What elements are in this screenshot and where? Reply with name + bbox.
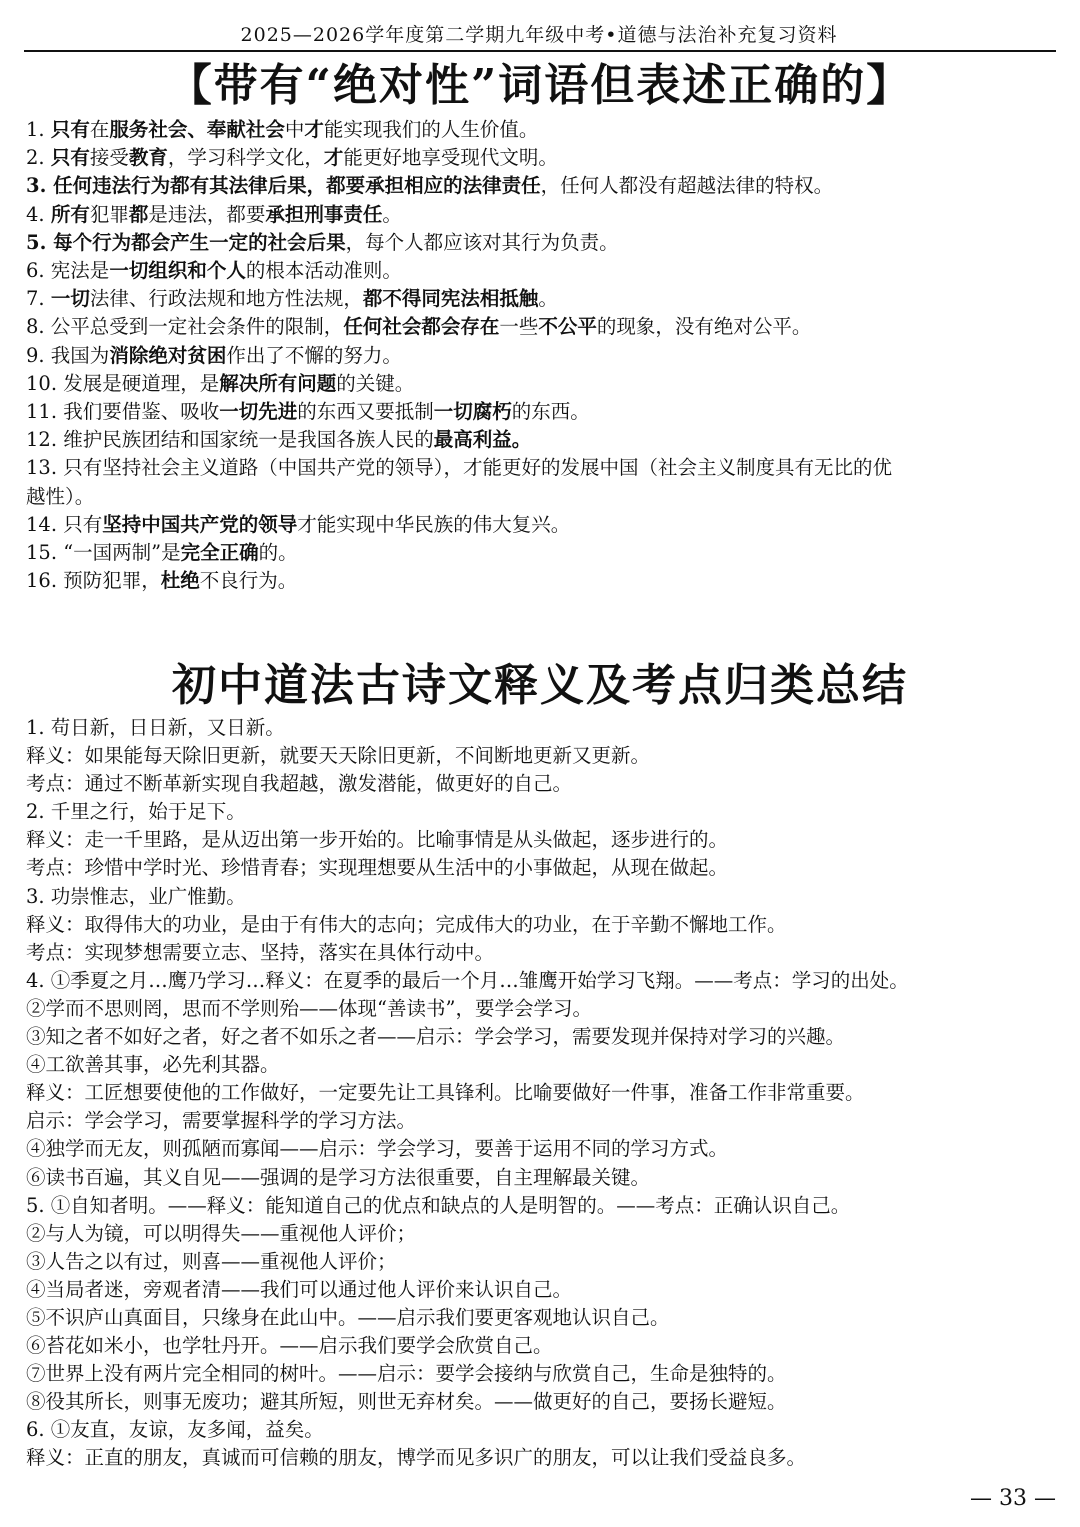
list-item	[26, 172, 1060, 200]
text-run: 的。	[258, 541, 298, 565]
text-run: 能更好地享受现代文明。	[343, 146, 558, 170]
list-item: 释义：工匠想要使他的工作做好，一定要先让工具锋利。比喻要做好一件事，准备工作非常重要。	[26, 1081, 865, 1105]
list-item: ③知之者不如好之者，好之者不如乐之者——启示：学会学习，需要发现并保持对学习的兴趣。	[26, 1025, 846, 1049]
text-run: 11. 我们要借鉴、吸收	[26, 400, 220, 424]
list-item: 释义：正直的朋友，真诚而可信赖的朋友，博学而见多识广的朋友，可以让我们受益良多。	[26, 1446, 807, 1470]
text-run: 14. 只有	[26, 512, 103, 536]
text-run: 。	[538, 287, 558, 311]
bold-text: 才	[323, 146, 344, 170]
list-item: 考点：实现梦想需要立志、坚持，落实在具体行动中。	[26, 940, 495, 964]
text-run: 接受	[89, 146, 129, 170]
running-header: 2025—2026学年度第二学期九年级中考•道德与法治补充复习资料	[240, 24, 838, 46]
text-run: 的现象，没有绝对公平。	[596, 315, 812, 339]
text-run: 在	[89, 118, 110, 141]
list-item: 5. ①自知者明。——释义：能知道自己的优点和缺点的人是明智的。——考点：正确认识自己。	[26, 1193, 851, 1217]
text-run: 不良行为。	[199, 569, 298, 593]
bold-text: 所有	[50, 202, 90, 226]
text-run: 的东西。	[511, 400, 590, 424]
bold-text: 只有	[50, 118, 90, 141]
bold-text: 承担刑事责任	[265, 202, 383, 226]
list-item	[26, 539, 1060, 567]
bold-text: 解决所有问题	[219, 371, 337, 395]
bold-text: 都	[128, 202, 149, 226]
section-title-absolute-words: 【带有“绝对性”词语但表述正确的】	[167, 60, 913, 111]
list-item: 释义：如果能每天除旧更新，就要天天除旧更新，不间断地更新又更新。	[26, 744, 651, 768]
list-item	[26, 454, 1060, 482]
text-run: 。	[382, 202, 402, 226]
text-run: 6. 宪法是	[26, 259, 110, 283]
bold-text: 最高利益。	[433, 428, 532, 452]
text-run: ，任何人都没有超越法律的特权。	[540, 174, 834, 198]
bold-text: 完全正确	[180, 541, 259, 565]
text-run: 犯罪	[89, 202, 129, 226]
list-item: ④独学而无友，则孤陋而寡闻——启示：学会学习，要善于运用不同的学习方式。	[26, 1137, 729, 1161]
list-item	[26, 229, 1060, 257]
text-run: 9. 我国为	[26, 343, 110, 367]
bold-text: 一切组织和个人	[109, 259, 246, 283]
list-item: 释义：取得伟大的功业，是由于有伟大的志向；完成伟大的功业，在于辛勤不懈地工作。	[26, 912, 787, 936]
absolute-words-list	[26, 116, 1060, 595]
text-run: 越性）。	[26, 484, 95, 508]
list-item	[26, 511, 1060, 539]
text-run: 中	[284, 118, 305, 141]
text-run: 2.	[26, 146, 51, 170]
bold-text: 只有	[50, 146, 90, 170]
list-item	[26, 313, 1060, 341]
list-item	[26, 116, 1060, 144]
list-item: ⑥读书百遍，其义自见——强调的是学习方法很重要，自主理解最关键。	[26, 1165, 651, 1189]
list-item	[26, 285, 1060, 313]
list-item	[26, 201, 1060, 229]
list-item	[26, 483, 1060, 511]
text-run: 10. 发展是硬道理，是	[26, 371, 220, 395]
list-item: 启示：学会学习，需要掌握科学的学习方法。	[26, 1109, 417, 1133]
bold-text: 都不得同宪法相抵触	[362, 287, 539, 311]
text-run: 13. 只有坚持社会主义道路（中国共产党的领导），才能更好的发展中国（社会主义制度具有无比的优	[26, 456, 892, 480]
list-item	[26, 257, 1060, 285]
list-item	[26, 398, 1060, 426]
bold-text: 一切腐朽	[433, 400, 512, 424]
list-item: 2. 千里之行，始于足下。	[26, 800, 246, 824]
list-item: ⑥苔花如米小，也学牡丹开。——启示我们要学会欣赏自己。	[26, 1334, 553, 1358]
list-item: 1. 苟日新，日日新，又日新。	[26, 716, 285, 739]
bold-text: 5. 每个行为都会产生一定的社会后果	[26, 230, 346, 254]
text-run: 作出了不懈的努力。	[226, 343, 402, 367]
bold-text: 服务社会、奉献社会	[109, 118, 285, 141]
list-item: ④当局者迷，旁观者清——我们可以通过他人评价来认识自己。	[26, 1277, 573, 1301]
text-run: 的根本活动准则。	[245, 259, 402, 283]
list-item: ②学而不思则罔，思而不学则殆——体现“善读书”，要学会学习。	[26, 996, 592, 1020]
text-run: 的关键。	[336, 371, 415, 395]
bold-text: 不公平	[538, 315, 597, 339]
list-item: 4. ①季夏之月…鹰乃学习…释义：在夏季的最后一个月…雏鹰开始学习飞翔。——考点：学习的出处。	[26, 968, 909, 992]
bold-text: 消除绝对贫困	[109, 343, 227, 367]
list-item	[26, 426, 1060, 454]
list-item: 释义：走一千里路，是从迈出第一步开始的。比喻事情是从头做起，逐步进行的。	[26, 828, 729, 852]
list-item	[26, 144, 1060, 172]
text-run: ，学习科学文化，	[167, 146, 324, 170]
bold-text: 才	[304, 118, 324, 141]
bold-text: 任何社会都会存在	[343, 315, 500, 339]
text-run: 才能实现中华民族的伟大复兴。	[297, 512, 571, 536]
list-item	[26, 567, 1060, 595]
text-run: 15. “一国两制”是	[26, 541, 181, 565]
list-item: 考点：通过不断革新实现自我超越，激发潜能，做更好的自己。	[26, 772, 573, 796]
header-rule	[24, 50, 1056, 52]
text-run: 12. 维护民族团结和国家统一是我国各族人民的	[26, 428, 434, 452]
page-number: — 33 —	[970, 1486, 1056, 1511]
text-run: 的东西又要抵制	[297, 400, 434, 424]
text-run: 16. 预防犯罪，	[26, 569, 161, 593]
text-run: 一些	[499, 315, 539, 339]
list-item: 考点：珍惜中学时光、珍惜青春；实现理想要从生活中的小事做起，从现在做起。	[26, 856, 729, 880]
text-run: ，每个人都应该对其行为负责。	[345, 230, 619, 254]
list-item: ⑤不识庐山真面目，只缘身在此山中。——启示我们要更客观地认识自己。	[26, 1305, 670, 1329]
bold-text: 一切先进	[219, 400, 298, 424]
list-item: ⑧役其所长，则事无废功；避其所短，则世无弃材矣。——做更好的自己，要扬长避短。	[26, 1390, 787, 1414]
list-item: ②与人为镜，可以明得失——重视他人评价；	[26, 1221, 417, 1245]
bold-text: 一切	[50, 287, 90, 311]
bold-text: 教育	[128, 146, 168, 170]
text-run: 是违法，都要	[148, 202, 266, 226]
classical-poems-list	[26, 714, 1060, 1473]
list-item	[26, 370, 1060, 398]
text-run: 7.	[26, 287, 51, 311]
text-run: 能实现我们的人生价值。	[323, 118, 539, 141]
bold-text: 3. 任何违法行为都有其法律后果，都要承担相应的法律责任	[26, 174, 541, 198]
list-item: ④工欲善其事，必先利其器。	[26, 1053, 280, 1077]
bold-text: 杜绝	[160, 569, 200, 593]
text-run: 法律、行政法规和地方性法规，	[89, 287, 363, 311]
list-item: ⑦世界上没有两片完全相同的树叶。——启示：要学会接纳与欣赏自己，生命是独特的。	[26, 1362, 787, 1386]
bold-text: 坚持中国共产党的领导	[102, 512, 298, 536]
list-item: ③人告之以有过，则喜——重视他人评价；	[26, 1249, 397, 1273]
text-run: 1.	[26, 118, 51, 141]
list-item	[26, 342, 1060, 370]
text-run: 4.	[26, 202, 51, 226]
list-item: 6. ①友直，友谅，友多闻，益矣。	[26, 1418, 324, 1442]
section-title-classical-poems: 初中道法古诗文释义及考点归类总结	[172, 660, 908, 711]
list-item: 3. 功崇惟志，业广惟勤。	[26, 884, 246, 908]
text-run: 8. 公平总受到一定社会条件的限制，	[26, 315, 344, 339]
